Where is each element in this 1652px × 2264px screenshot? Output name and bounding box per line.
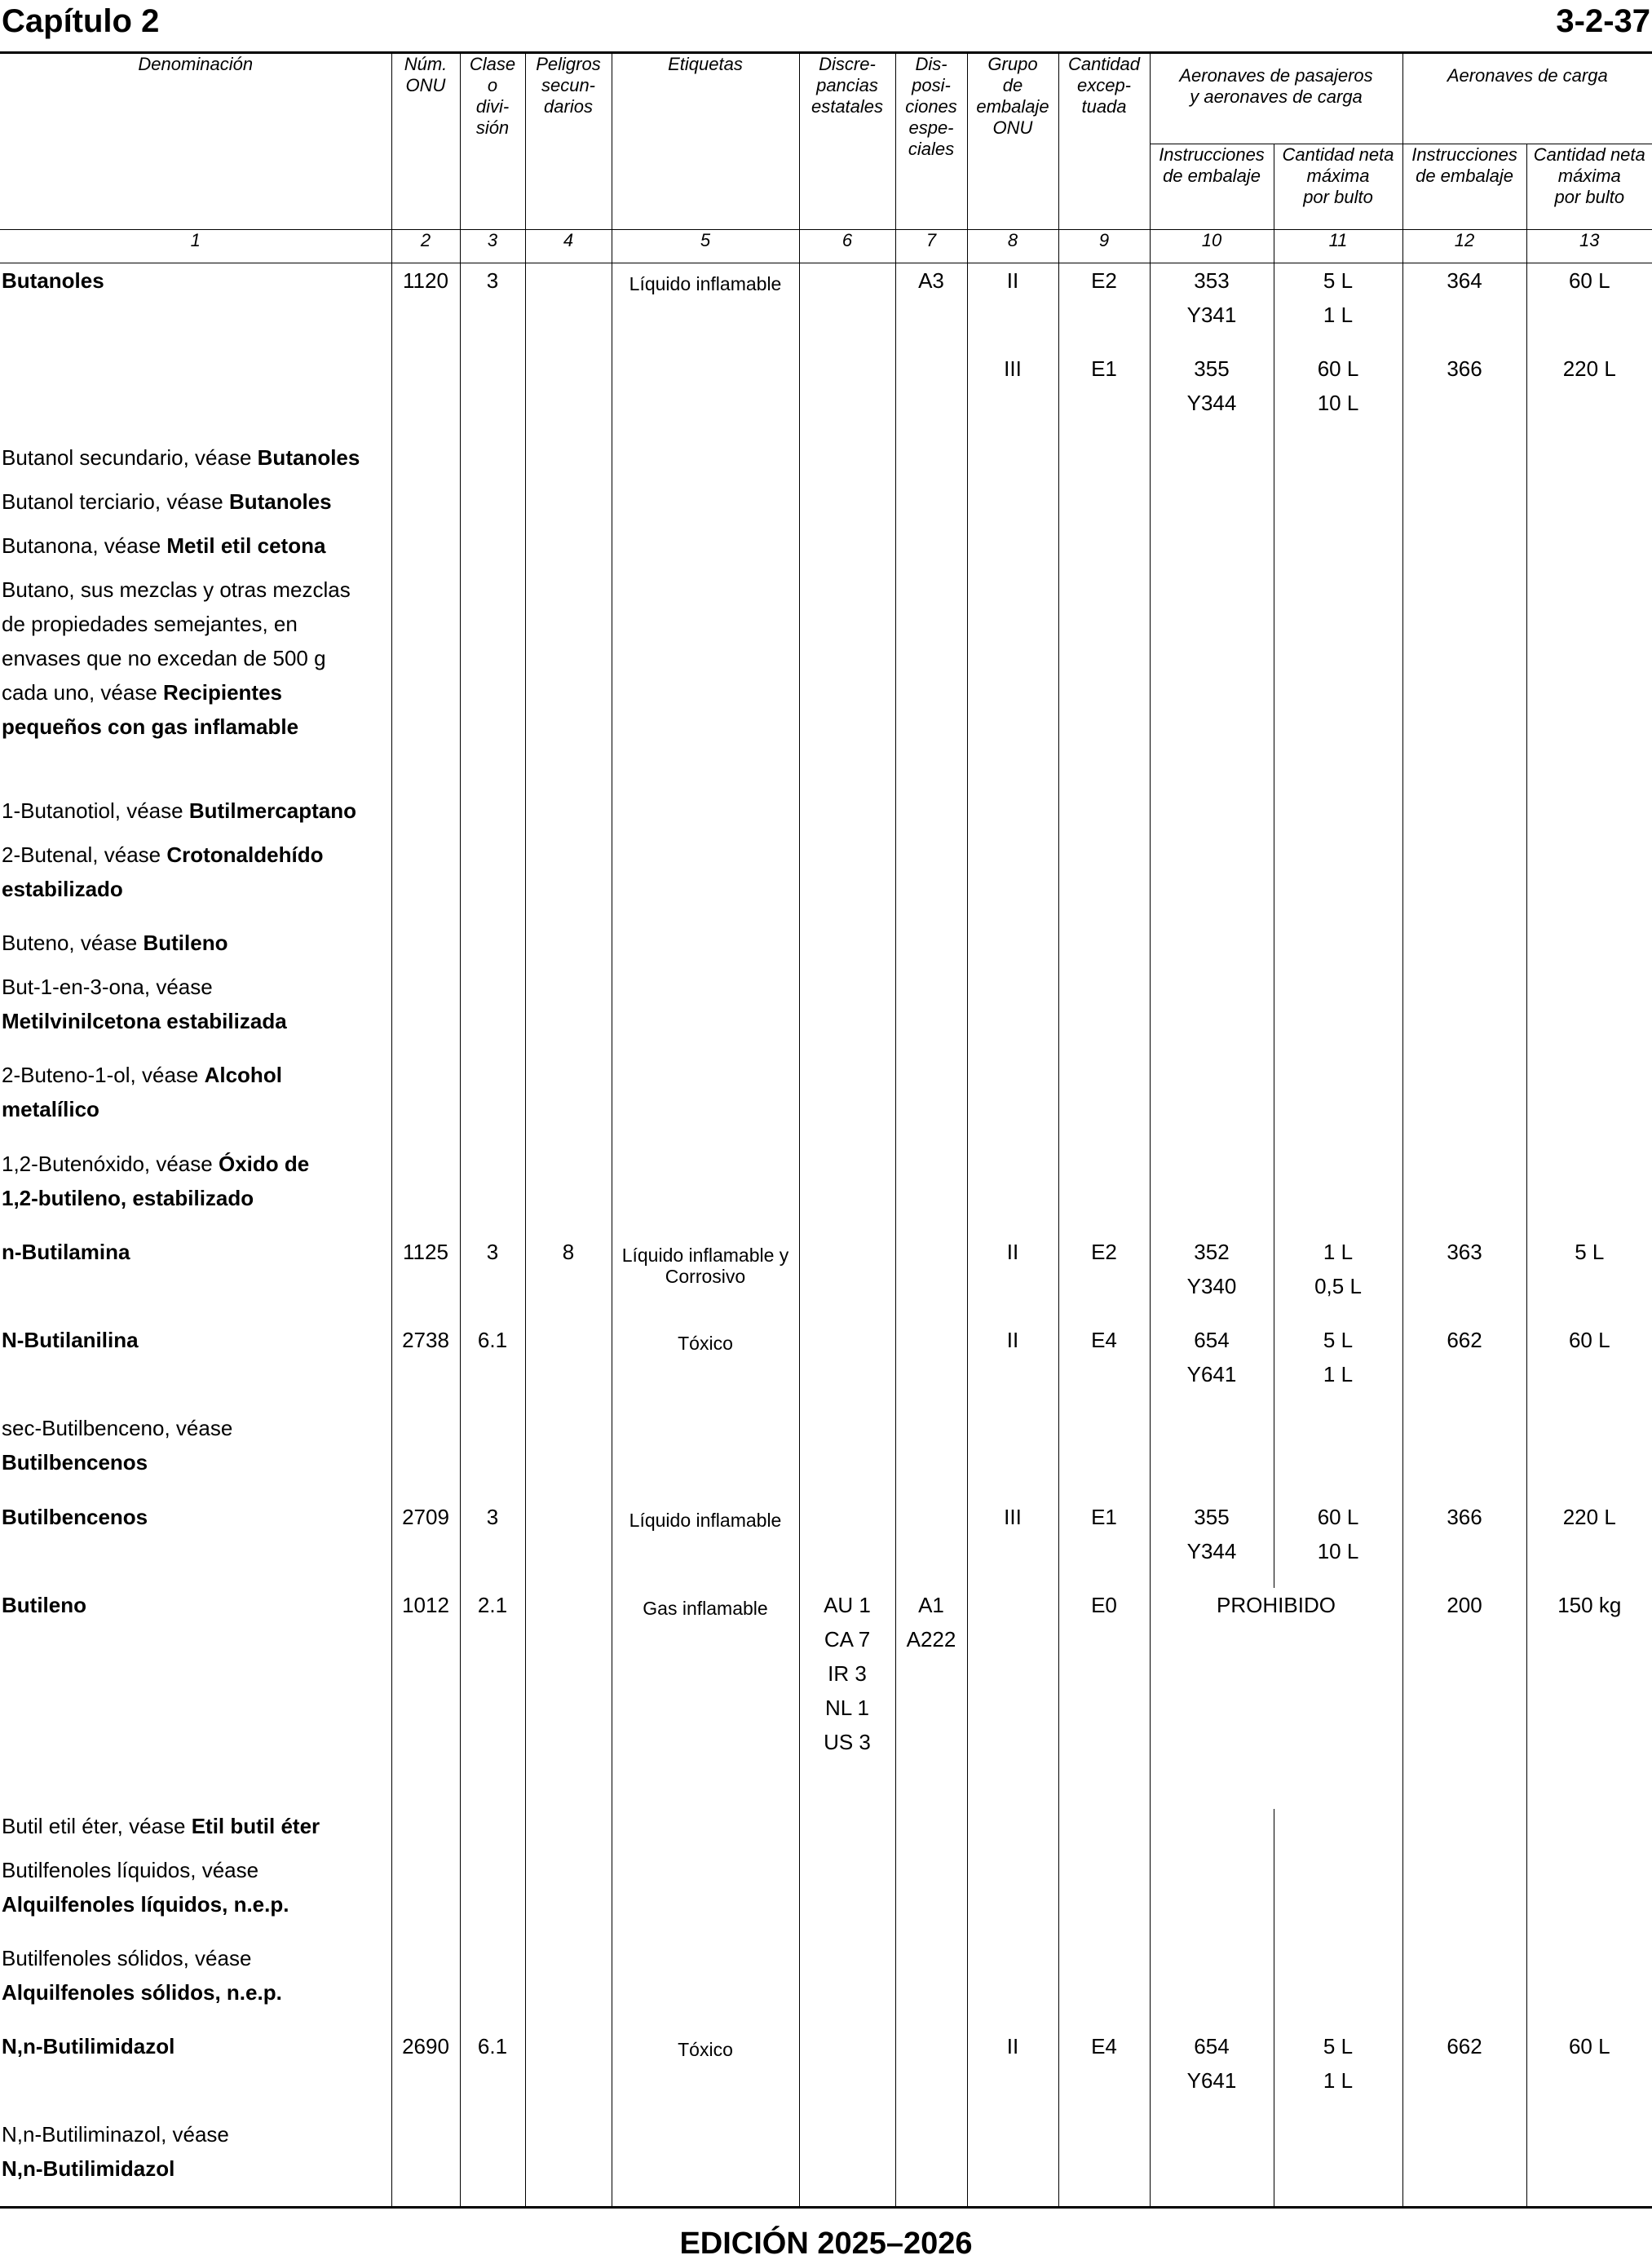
table-row [0, 573, 1652, 794]
cargo-max-qty: 150 kg [1526, 1588, 1652, 1809]
table-row [0, 1058, 1652, 1146]
packing-group: II [967, 2029, 1058, 2117]
un-number: 1012 [391, 1588, 460, 1809]
cargo-max-qty: 60 L [1526, 263, 1652, 352]
reference-entry: Butilfenoles líquidos, véase Alquilfenoles líquidos, n.e.p. [0, 1853, 391, 1941]
table-row [0, 1235, 1652, 1323]
reference-entry: But-1-en-3-ona, véase Metilvinilcetona estabilizada [0, 970, 391, 1058]
special-provision: A1 A222 [895, 1588, 967, 1809]
cargo-instruction: 364 [1402, 263, 1526, 352]
table-row [0, 352, 1652, 440]
entry-name: Butileno [0, 1588, 391, 1809]
label: Tóxico [612, 2029, 799, 2117]
header-group-cargo: Aeronaves de carga [1402, 54, 1652, 144]
cargo-instruction: 662 [1402, 2029, 1526, 2117]
header-discrepancias: Discre- pancias estatales [799, 54, 895, 230]
un-number: 2709 [391, 1500, 460, 1588]
pax-max-qty: 1 L 0,5 L [1274, 1235, 1402, 1323]
un-number: 2690 [391, 2029, 460, 2117]
col-num: 10 [1150, 230, 1274, 263]
class: 3 [460, 263, 525, 352]
table-row [0, 440, 1652, 484]
header-peligros: Peligros secun- darios [525, 54, 612, 230]
entry-name: N,n-Butilimidazol [0, 2029, 391, 2117]
col-num: 13 [1526, 230, 1652, 263]
header-neta-cargo: Cantidad neta máxima por bulto [1526, 144, 1652, 230]
cargo-max-qty: 220 L [1526, 352, 1652, 440]
cargo-max-qty: 5 L [1526, 1235, 1652, 1323]
header-instr-pax: Instrucciones de embalaje [1150, 144, 1274, 230]
dangerous-goods-table [0, 54, 1652, 2207]
pax-instruction: 355 Y344 [1150, 1500, 1274, 1588]
label: Líquido inflamable y Corrosivo [612, 1235, 799, 1323]
class: 3 [460, 1235, 525, 1323]
cargo-instruction: 366 [1402, 1500, 1526, 1588]
excepted-qty: E1 [1058, 1500, 1150, 1588]
pax-instruction: 353 Y341 [1150, 263, 1274, 352]
header-cantidad: Cantidad excep- tuada [1058, 54, 1150, 230]
entry-name: Butilbencenos [0, 1500, 391, 1588]
table-row [0, 1411, 1652, 1499]
table-row [0, 1588, 1652, 1809]
pax-max-qty: 5 L 1 L [1274, 1323, 1402, 1411]
reference-entry: 1,2-Butenóxido, véase Óxido de 1,2-butileno, estabilizado [0, 1147, 391, 1235]
pax-instruction: 654 Y641 [1150, 1323, 1274, 1411]
header-grupo: Grupo de embalaje ONU [967, 54, 1058, 230]
edition-label: EDICIÓN 2025–2026 [679, 2226, 973, 2261]
table-row [0, 1941, 1652, 2029]
reference-entry: sec-Butilbenceno, véase Butilbencenos [0, 1411, 391, 1499]
table-row [0, 838, 1652, 926]
cargo-instruction: 366 [1402, 352, 1526, 440]
col-num: 9 [1058, 230, 1150, 263]
table-row [0, 484, 1652, 528]
column-number-row [0, 230, 1652, 263]
reference-entry: Butano, sus mezclas y otras mezclas de propiedades semejantes, en envases que no excedan de 500 g cada uno, véase Recipientes pequeños con gas inflamable [0, 573, 391, 794]
reference-entry: 1-Butanotiol, véase Butilmercaptano [0, 794, 391, 838]
pax-max-qty: 60 L 10 L [1274, 352, 1402, 440]
packing-group: II [967, 1235, 1058, 1323]
pax-instruction: 355 Y344 [1150, 352, 1274, 440]
col-num: 1 [0, 230, 391, 263]
page-number: 3-2-37 [1556, 3, 1650, 39]
col-num: 8 [967, 230, 1058, 263]
cargo-max-qty: 220 L [1526, 1500, 1652, 1588]
excepted-qty: E2 [1058, 263, 1150, 352]
class: 6.1 [460, 1323, 525, 1411]
cargo-instruction: 200 [1402, 1588, 1526, 1809]
cargo-instruction: 363 [1402, 1235, 1526, 1323]
subsidiary-hazard: 8 [525, 1235, 612, 1323]
table-row [0, 1147, 1652, 1235]
reference-entry: 2-Butenal, véase Crotonaldehído estabilizado [0, 838, 391, 926]
reference-entry: Butilfenoles sólidos, véase Alquilfenoles sólidos, n.e.p. [0, 1941, 391, 2029]
class: 6.1 [460, 2029, 525, 2117]
table-row [0, 2117, 1652, 2205]
un-number: 1125 [391, 1235, 460, 1323]
excepted-qty: E0 [1058, 1588, 1150, 1809]
pax-instruction: 352 Y340 [1150, 1235, 1274, 1323]
table-row [0, 263, 1652, 352]
packing-group: II [967, 263, 1058, 352]
table-row [0, 1809, 1652, 1853]
un-number: 1120 [391, 263, 460, 352]
cargo-max-qty: 60 L [1526, 1323, 1652, 1411]
class: 3 [460, 1500, 525, 1588]
excepted-qty: E4 [1058, 1323, 1150, 1411]
col-num: 3 [460, 230, 525, 263]
pax-instruction: 654 Y641 [1150, 2029, 1274, 2117]
reference-entry: Butanol terciario, véase Butanoles [0, 484, 391, 528]
table-row [0, 926, 1652, 970]
cargo-instruction: 662 [1402, 1323, 1526, 1411]
reference-entry: N,n-Butiliminazol, véase N,n-Butilimidazol [0, 2117, 391, 2205]
col-num: 2 [391, 230, 460, 263]
header-disposiciones: Dis- posi- ciones espe- ciales [895, 54, 967, 230]
pax-max-qty: 5 L 1 L [1274, 263, 1402, 352]
excepted-qty: E1 [1058, 352, 1150, 440]
table-row [0, 2029, 1652, 2117]
col-num: 4 [525, 230, 612, 263]
state-discrepancies: AU 1 CA 7 IR 3 NL 1 US 3 [799, 1588, 895, 1809]
reference-entry: Butanona, véase Metil etil cetona [0, 528, 391, 573]
label: Gas inflamable [612, 1588, 799, 1809]
forbidden-marker: PROHIBIDO [1150, 1588, 1402, 1809]
excepted-qty: E4 [1058, 2029, 1150, 2117]
label: Líquido inflamable [612, 1500, 799, 1588]
packing-group: II [967, 1323, 1058, 1411]
table-header-row [0, 54, 1652, 144]
entry-name: N-Butilanilina [0, 1323, 391, 1411]
entry-name: n-Butilamina [0, 1235, 391, 1323]
col-num: 6 [799, 230, 895, 263]
label: Líquido inflamable [612, 263, 799, 352]
label: Tóxico [612, 1323, 799, 1411]
header-denominacion: Denominación [0, 54, 391, 230]
header-num-onu: Núm. ONU [391, 54, 460, 230]
entry-name: Butanoles [0, 263, 391, 352]
col-num: 11 [1274, 230, 1402, 263]
col-num: 5 [612, 230, 799, 263]
packing-group: III [967, 1500, 1058, 1588]
reference-entry: 2-Buteno-1-ol, véase Alcohol metalílico [0, 1058, 391, 1146]
header-neta-pax: Cantidad neta máxima por bulto [1274, 144, 1402, 230]
cargo-max-qty: 60 L [1526, 2029, 1652, 2117]
col-num: 12 [1402, 230, 1526, 263]
col-num: 7 [895, 230, 967, 263]
pax-max-qty: 60 L 10 L [1274, 1500, 1402, 1588]
table-row [0, 970, 1652, 1058]
chapter-title: Capítulo 2 [2, 3, 160, 39]
table-row [0, 528, 1652, 573]
reference-entry: Butanol secundario, véase Butanoles [0, 440, 391, 484]
header-instr-cargo: Instrucciones de embalaje [1402, 144, 1526, 230]
table-row [0, 794, 1652, 838]
page-footer [0, 2207, 1652, 2264]
reference-entry: Buteno, véase Butileno [0, 926, 391, 970]
reference-entry: Butil etil éter, véase Etil butil éter [0, 1809, 391, 1853]
header-clase: Clase o divi- sión [460, 54, 525, 230]
pax-max-qty: 5 L 1 L [1274, 2029, 1402, 2117]
class: 2.1 [460, 1588, 525, 1809]
table-row [0, 1500, 1652, 1588]
excepted-qty: E2 [1058, 1235, 1150, 1323]
header-etiquetas: Etiquetas [612, 54, 799, 230]
table-row [0, 1853, 1652, 1941]
table-row [0, 1323, 1652, 1411]
header-group-passenger: Aeronaves de pasajeros y aeronaves de carga [1150, 54, 1402, 144]
un-number: 2738 [391, 1323, 460, 1411]
page-header [0, 0, 1652, 54]
packing-group: III [967, 352, 1058, 440]
special-provision: A3 [895, 263, 967, 352]
